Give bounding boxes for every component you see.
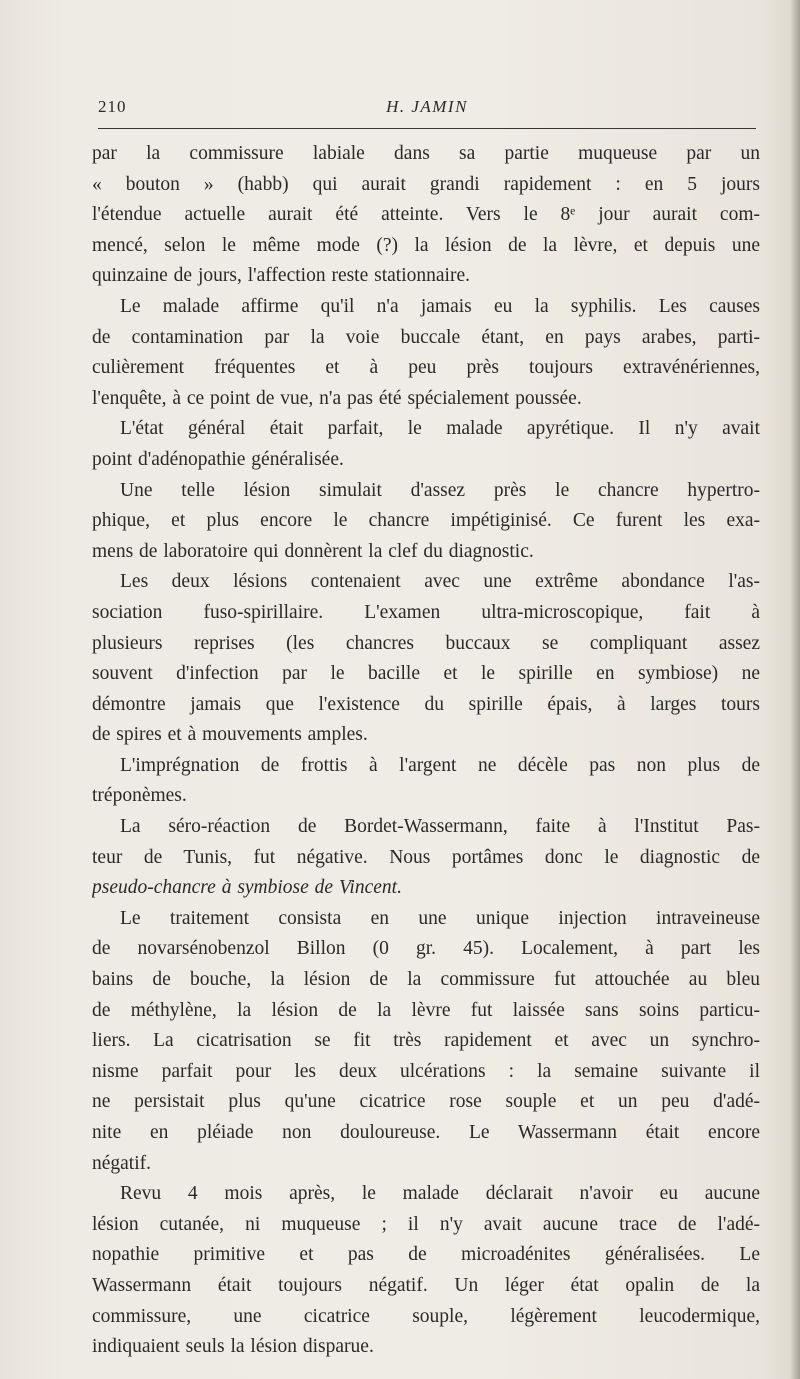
text-line: ne persistait plus qu'une cicatrice rose souple et un peu d'adé- [92, 1091, 760, 1113]
text-line: négatif. [92, 1152, 152, 1174]
text-line: mencé, selon le même mode (?) la lésion de la lèvre, et depuis une [92, 234, 760, 256]
text-line: Wassermann était toujours négatif. Un léger état opalin de la [92, 1274, 760, 1296]
text-line: souvent d'infection par le bacille et le spirille en symbiose) ne [92, 663, 760, 685]
text-line: liers. La cicatrisation se fit très rapidement et avec un synchro- [92, 1030, 760, 1052]
text-line: Les deux lésions contenaient avec une extrême abondance l'as- [120, 571, 760, 593]
text-line: teur de Tunis, fut négative. Nous portâmes donc le diagnostic de [92, 846, 760, 868]
text-line: de spires et à mouvements amples. [92, 724, 368, 746]
text-line: nite en pléiade non douloureuse. Le Wassermann était encore [92, 1122, 760, 1143]
text-line: sociation fuso-spirillaire. L'examen ultra-microscopique, fait à [92, 601, 760, 623]
text-line: « bouton » (habb) qui aurait grandi rapidement : en 5 jours [92, 173, 760, 195]
text-line: de contamination par la voie buccale étant, en pays arabes, parti- [92, 326, 760, 348]
body-text [92, 139, 760, 1363]
text-line: de méthylène, la lésion de la lèvre fut laissée sans soins particu- [92, 999, 760, 1021]
page-edge-shadow [790, 0, 800, 1379]
text-line: tréponèmes. [92, 785, 187, 807]
page-header [98, 97, 756, 123]
text-line: nopathie primitive et pas de microadénites généralisées. Le [92, 1244, 760, 1266]
text-line: l'enquête, à ce point de vue, n'a pas été spécialement poussée. [92, 387, 582, 409]
text-line: Une telle lésion simulait d'assez près le chancre hypertro- [120, 479, 760, 501]
text-line: Revu 4 mois après, le malade déclarait n'avoir eu aucune [120, 1183, 760, 1205]
text-line: indiquaient seuls la lésion disparue. [92, 1336, 374, 1358]
text-line: commissure, une cicatrice souple, légèrement leucodermique, [92, 1305, 760, 1327]
text-line: Le malade affirme qu'il n'a jamais eu la syphilis. Les causes [120, 295, 760, 317]
text-line: l'étendue actuelle aurait été atteinte. Vers le 8ᵉ jour aurait com- [92, 204, 760, 226]
text-line: L'imprégnation de frottis à l'argent ne décèle pas non plus de [120, 754, 760, 776]
text-line: démontre jamais que l'existence du spirille épais, à larges tours [92, 693, 760, 715]
text-line: nisme parfait pour les deux ulcérations : la semaine suivante il [92, 1060, 760, 1082]
text-line: culièrement fréquentes et à peu près toujours extravénériennes, [92, 357, 760, 379]
text-line: Le traitement consista en une unique injection intraveineuse [120, 907, 760, 929]
text-line: plusieurs reprises (les chancres buccaux se compliquant assez [92, 632, 760, 654]
text-line: de novarsénobenzol Billon (0 gr. 45). Localement, à part les [92, 938, 760, 960]
running-title: H. JAMIN [386, 97, 468, 116]
text-line: point d'adénopathie généralisée. [92, 448, 344, 470]
text-line: quinzaine de jours, l'affection reste stationnaire. [92, 265, 470, 287]
text-line: bains de bouche, la lésion de la commissure fut attouchée au bleu [92, 969, 760, 991]
text-line: par la commissure labiale dans sa partie muqueuse par un [92, 143, 760, 164]
page-number: 210 [98, 97, 127, 116]
text-line: L'état général était parfait, le malade apyrétique. Il n'y avait [120, 418, 760, 440]
header-rule [98, 128, 756, 129]
text-line: lésion cutanée, ni muqueuse ; il n'y avait aucune trace de l'adé- [92, 1213, 760, 1235]
text-line: mens de laboratoire qui donnèrent la clef du diagnostic. [92, 540, 534, 562]
text-line: pseudo-chancre à symbiose de Vincent. [92, 877, 402, 899]
text-line: phique, et plus encore le chancre impétiginisé. Ce furent les exa- [92, 510, 760, 532]
text-line: La séro-réaction de Bordet-Wassermann, faite à l'Institut Pas- [120, 816, 760, 838]
